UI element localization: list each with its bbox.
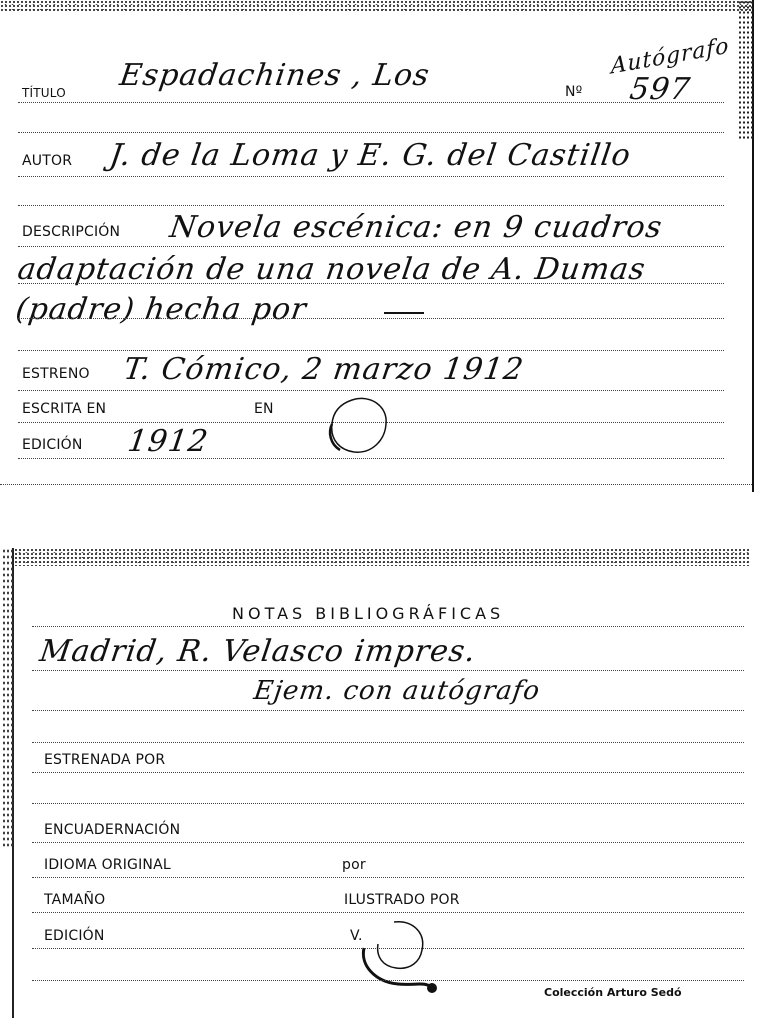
autor-value: J. de la Loma y E. G. del Castillo (107, 138, 634, 173)
tamano-line (32, 912, 744, 913)
catalog-card-back (12, 548, 749, 1018)
estreno-value: T. Cómico, 2 marzo 1912 (121, 352, 527, 387)
stamp-mark (322, 392, 392, 462)
descripcion-line-1: Novela escénica: en 9 cuadros (167, 210, 665, 245)
idioma-line (32, 877, 744, 878)
descripcion-label: DESCRIPCIÓN (22, 224, 121, 240)
notas-line (32, 670, 744, 671)
card-edge-speckle (738, 0, 754, 140)
en-label: EN (254, 401, 274, 417)
edicion-label: EDICIÓN (22, 437, 83, 453)
titulo-value: Espadachines , Los (117, 58, 433, 93)
card-edge-speckle (0, 0, 752, 12)
titulo-label: TÍTULO (22, 86, 66, 100)
rule-line (32, 626, 744, 627)
descripcion-line (18, 318, 724, 319)
rule-line (18, 132, 724, 133)
por-label: por (342, 857, 366, 873)
card-edge-speckle (2, 548, 14, 848)
stamp-mark (354, 918, 454, 998)
notas-line-2: Ejem. con autógrafo (251, 676, 543, 706)
collection-footer: Colección Arturo Sedó (544, 986, 682, 999)
numero-label: Nº (565, 84, 583, 100)
card-bottom-line (0, 484, 752, 485)
descripcion-line (18, 283, 724, 284)
rule-line (18, 205, 724, 206)
rule-line (32, 980, 744, 981)
autor-label: AUTOR (22, 153, 73, 169)
v-label: V. (350, 928, 363, 944)
card-edge-speckle (14, 548, 749, 566)
catalog-card-front (0, 0, 754, 492)
descripcion-line-3: (padre) hecha por (13, 292, 310, 327)
estreno-label: ESTRENO (22, 366, 90, 382)
descripcion-line (18, 246, 724, 247)
autografos-note: Autógrafo (610, 33, 730, 80)
tamano-label: TAMAÑO (44, 892, 106, 908)
edicion-value: 1912 (125, 424, 211, 459)
rule-line (18, 350, 724, 351)
edicion-label-back: EDICIÓN (44, 928, 105, 944)
rule-line (32, 803, 744, 804)
descripcion-line-2: adaptación de una novela de A. Dumas (15, 252, 648, 287)
ilustrado-por-label: ILUSTRADO POR (344, 892, 460, 908)
estrenada-por-label: ESTRENADA POR (44, 752, 166, 768)
autor-line (18, 176, 724, 177)
notas-line-1: Madrid, R. Velasco impres. (37, 634, 479, 669)
estreno-line (18, 390, 724, 391)
edicion-line (18, 458, 724, 459)
rule-line (32, 742, 744, 743)
notas-line (32, 710, 744, 711)
idioma-original-label: IDIOMA ORIGINAL (44, 857, 171, 873)
escrita-en-label: ESCRITA EN (22, 401, 107, 417)
estrenada-line (32, 772, 744, 773)
numero-value: 597 (627, 72, 693, 107)
notas-heading: NOTAS BIBLIOGRÁFICAS (232, 604, 505, 623)
titulo-line (18, 102, 724, 103)
dash-mark (384, 312, 424, 314)
encuadernacion-line (32, 842, 744, 843)
encuadernacion-label: ENCUADERNACIÓN (44, 822, 181, 838)
